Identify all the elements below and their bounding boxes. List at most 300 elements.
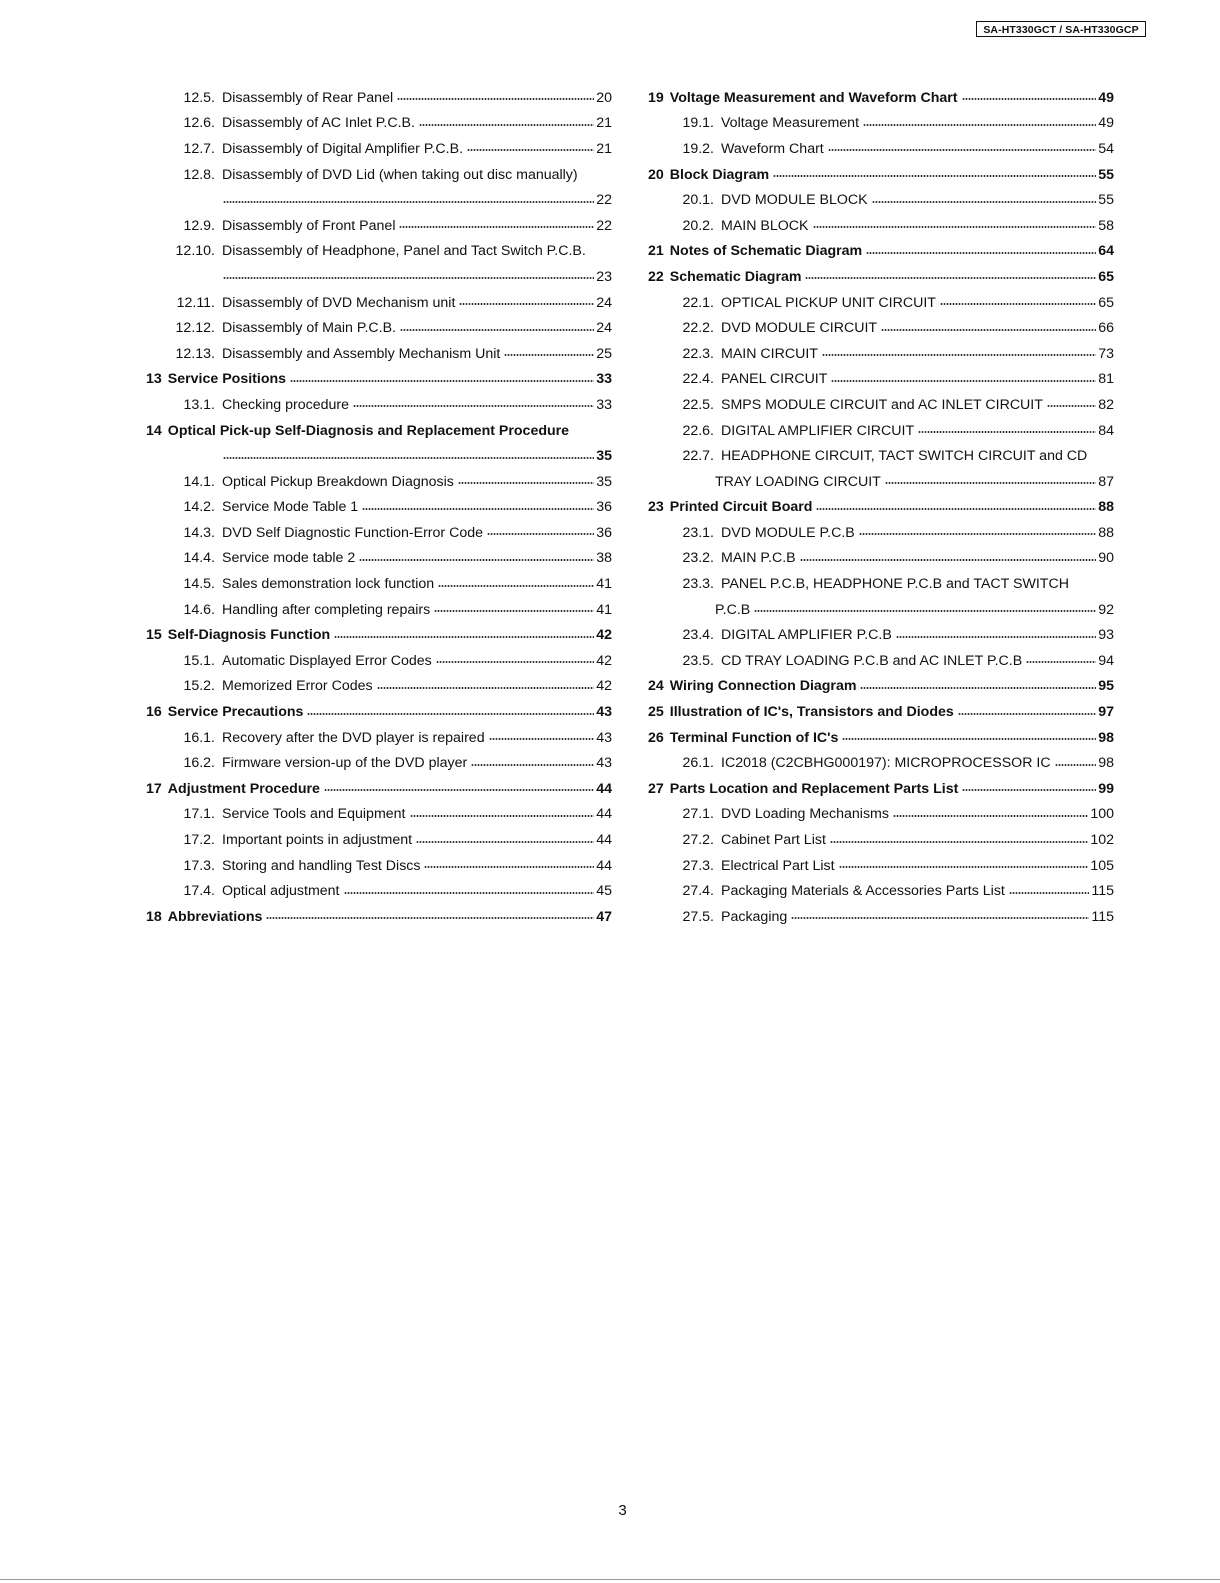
- toc-entry-title: MAIN P.C.B: [721, 550, 796, 567]
- dot-leader: [223, 277, 594, 279]
- toc-entry-number: 27.3.: [682, 857, 714, 874]
- toc-entry-title: MAIN CIRCUIT: [721, 345, 818, 362]
- toc-entry[interactable]: [146, 418, 612, 444]
- toc-entry[interactable]: [648, 443, 1114, 469]
- toc-entry-number: 14.6.: [183, 601, 215, 618]
- dot-leader: [863, 124, 1096, 126]
- toc-entry-page: 25: [596, 345, 612, 362]
- toc-entry[interactable]: [648, 853, 1114, 879]
- toc-entry-number: 12.13.: [175, 345, 215, 362]
- toc-entry-number: 12.5.: [183, 89, 215, 106]
- dot-leader: [816, 508, 1096, 510]
- toc-entry-title: Disassembly of AC Inlet P.C.B.: [222, 115, 415, 132]
- toc-entry-title: PANEL CIRCUIT: [721, 371, 828, 388]
- toc-entry-number: 22: [648, 268, 664, 285]
- toc-entry-title: DIGITAL AMPLIFIER CIRCUIT: [721, 422, 915, 439]
- dot-leader: [459, 303, 594, 305]
- toc-entry[interactable]: [146, 853, 612, 879]
- toc-entry[interactable]: [648, 213, 1114, 239]
- toc-entry[interactable]: [648, 392, 1114, 418]
- toc-entry-page: 24: [596, 320, 612, 337]
- dot-leader: [344, 892, 595, 894]
- dot-leader: [828, 149, 1096, 151]
- dot-leader: [813, 226, 1097, 228]
- dot-leader: [859, 533, 1096, 535]
- toc-entry-title: Disassembly of Rear Panel: [222, 89, 394, 106]
- toc-entry[interactable]: [648, 187, 1114, 213]
- toc-entry-title: Packaging Materials & Accessories Parts List: [721, 883, 1005, 900]
- toc-entry[interactable]: [146, 85, 612, 111]
- toc-entry-title: Automatic Displayed Error Codes: [222, 652, 432, 669]
- toc-entry[interactable]: [648, 418, 1114, 444]
- toc-entry-page: 42: [596, 627, 612, 644]
- toc-entry[interactable]: [648, 699, 1114, 725]
- toc-entry-title: HEADPHONE CIRCUIT, TACT SWITCH CIRCUIT and CD: [721, 448, 1088, 465]
- toc-entry-number: 24: [648, 678, 664, 695]
- toc-entry-title: Abbreviations: [167, 908, 263, 925]
- toc-entry-number: 22.6.: [682, 422, 714, 439]
- toc-entry[interactable]: [146, 213, 612, 239]
- toc-entry-title: Memorized Error Codes: [222, 678, 373, 695]
- toc-entry-title: Schematic Diagram: [669, 268, 802, 285]
- toc-entry-page: 45: [596, 883, 612, 900]
- dot-leader: [377, 687, 595, 689]
- toc-entry-number: 27.4.: [682, 883, 714, 900]
- toc-entry-title: Storing and handling Test Discs: [222, 857, 421, 874]
- toc-entry-number: 22.7.: [682, 448, 714, 465]
- dot-leader: [962, 789, 1096, 791]
- toc-entry-page: 42: [596, 678, 612, 695]
- toc-entry-page: 42: [596, 652, 612, 669]
- toc-entry[interactable]: [146, 443, 612, 469]
- toc-entry[interactable]: [648, 495, 1114, 521]
- dot-leader: [353, 405, 594, 407]
- toc-entry-number: 12.6.: [183, 115, 215, 132]
- toc-entry-page: 35: [596, 448, 612, 465]
- toc-entry-page: 81: [1098, 371, 1114, 388]
- toc-entry[interactable]: [146, 674, 612, 700]
- dot-leader: [416, 841, 594, 843]
- toc-entry-number: 23.5.: [682, 652, 714, 669]
- dot-leader: [805, 277, 1096, 279]
- toc-entry-title: Service mode table 2: [222, 550, 356, 567]
- toc-entry[interactable]: [648, 802, 1114, 828]
- toc-entry[interactable]: [648, 571, 1114, 597]
- dot-leader: [223, 457, 594, 459]
- dot-leader: [918, 431, 1096, 433]
- toc-entry-page: 115: [1091, 883, 1114, 900]
- toc-entry-page: 84: [1098, 422, 1114, 439]
- toc-entry-title: Voltage Measurement: [721, 115, 860, 132]
- toc-entry-title: Recovery after the DVD player is repaired: [222, 729, 485, 746]
- toc-entry-page: 98: [1098, 729, 1114, 746]
- toc-entry-page: 98: [1098, 755, 1114, 772]
- toc-right-column: [648, 85, 1114, 930]
- toc-entry-title: IC2018 (C2CBHG000197): MICROPROCESSOR IC: [721, 755, 1051, 772]
- toc-entry-number: 15.2.: [183, 678, 215, 695]
- toc-entry-page: 43: [596, 729, 612, 746]
- toc-entry-page: 44: [596, 832, 612, 849]
- toc-entry-page: 44: [596, 806, 612, 823]
- toc-entry[interactable]: [648, 367, 1114, 393]
- toc-entry-number: 12.10.: [175, 243, 215, 260]
- toc-entry[interactable]: [648, 341, 1114, 367]
- toc-entry-number: 22.2.: [682, 320, 714, 337]
- toc-entry-title: Sales demonstration lock function: [222, 576, 435, 593]
- toc-entry[interactable]: [648, 264, 1114, 290]
- toc-entry-page: 49: [1098, 89, 1114, 106]
- toc-entry[interactable]: [648, 597, 1114, 623]
- toc-entry-number: 14.5.: [183, 576, 215, 593]
- toc-entry-title: Service Positions: [167, 371, 287, 388]
- dot-leader: [504, 354, 594, 356]
- toc-entry-number: 23.4.: [682, 627, 714, 644]
- dot-leader: [839, 866, 1089, 868]
- toc-entry-number: 15: [146, 627, 162, 644]
- toc-entry-title: DVD Loading Mechanisms: [721, 806, 889, 823]
- dot-leader: [307, 713, 594, 715]
- toc-entry-number: 22.5.: [682, 396, 714, 413]
- toc-entry-number: 17: [146, 780, 162, 797]
- dot-leader: [487, 533, 594, 535]
- toc-entry-page: 65: [1098, 294, 1114, 311]
- toc-entry[interactable]: [648, 136, 1114, 162]
- toc-entry[interactable]: [146, 597, 612, 623]
- toc-entry[interactable]: [648, 111, 1114, 137]
- toc-entry-number: 12.11.: [176, 294, 215, 311]
- toc-entry[interactable]: [648, 776, 1114, 802]
- toc-entry[interactable]: [146, 725, 612, 751]
- toc-entry-page: 21: [596, 140, 612, 157]
- toc-entry-title: Electrical Part List: [721, 857, 835, 874]
- toc-entry-number: 16.1.: [183, 729, 215, 746]
- toc-entry-page: 99: [1098, 780, 1114, 797]
- toc-entry-page: 36: [596, 499, 612, 516]
- dot-leader: [896, 636, 1096, 638]
- toc-entry-number: 26.1.: [682, 755, 714, 772]
- dot-leader: [489, 738, 595, 740]
- dot-leader: [866, 252, 1096, 254]
- toc-entry-title: Adjustment Procedure: [167, 780, 320, 797]
- dot-leader: [436, 661, 594, 663]
- toc-entry-page: 55: [1098, 166, 1114, 183]
- dot-leader: [860, 687, 1096, 689]
- toc-entry[interactable]: [146, 878, 612, 904]
- toc-entry-number: 22.4.: [682, 371, 714, 388]
- toc-entry-page: 23: [596, 268, 612, 285]
- toc-entry[interactable]: [146, 827, 612, 853]
- toc-entry-title: OPTICAL PICKUP UNIT CIRCUIT: [721, 294, 936, 311]
- toc-entry-title: Cabinet Part List: [721, 832, 826, 849]
- toc-entry[interactable]: [648, 725, 1114, 751]
- toc-entry-number: 14: [146, 422, 162, 439]
- toc-entry-page: 54: [1098, 140, 1114, 157]
- toc-entry-page: 66: [1098, 320, 1114, 337]
- toc-entry-number: 19: [648, 89, 664, 106]
- dot-leader: [419, 124, 594, 126]
- toc-entry-title: Important points in adjustment: [222, 832, 413, 849]
- toc-entry-title: Disassembly of DVD Mechanism unit: [222, 294, 456, 311]
- toc-entry-page: 94: [1098, 652, 1114, 669]
- toc-entry-title: Parts Location and Replacement Parts List: [669, 780, 959, 797]
- dot-leader: [290, 380, 594, 382]
- toc-entry[interactable]: [146, 136, 612, 162]
- bottom-divider: [0, 1579, 1220, 1580]
- toc-entry-number: 20.2.: [682, 217, 714, 234]
- toc-entry-number: 27.2.: [682, 832, 714, 849]
- dot-leader: [400, 329, 594, 331]
- toc-entry[interactable]: [648, 239, 1114, 265]
- toc-entry[interactable]: [648, 290, 1114, 316]
- toc-entry-page: 24: [596, 294, 612, 311]
- dot-leader: [754, 610, 1096, 612]
- toc-entry-title: DVD MODULE CIRCUIT: [721, 320, 878, 337]
- toc-entry[interactable]: [146, 776, 612, 802]
- toc-entry[interactable]: [648, 648, 1114, 674]
- toc-entry-number: 23: [648, 499, 664, 516]
- toc-entry-number: 14.2.: [183, 499, 215, 516]
- dot-leader: [362, 508, 594, 510]
- toc-entry[interactable]: [146, 571, 612, 597]
- toc-entry[interactable]: [146, 341, 612, 367]
- toc-entry-page: 82: [1098, 396, 1114, 413]
- toc-entry-number: 17.4.: [183, 883, 215, 900]
- toc-entry-page: 88: [1098, 499, 1114, 516]
- toc-entry-title: DVD Self Diagnostic Function-Error Code: [222, 524, 483, 541]
- toc-entry-number: 20: [648, 166, 664, 183]
- toc-entry[interactable]: [146, 392, 612, 418]
- dot-leader: [397, 98, 594, 100]
- dot-leader: [359, 559, 594, 561]
- dot-leader: [424, 866, 594, 868]
- toc-entry-number: 17.3.: [183, 857, 215, 874]
- toc-entry-number: 27.1.: [682, 806, 714, 823]
- dot-leader: [830, 841, 1088, 843]
- dot-leader: [822, 354, 1096, 356]
- dot-leader: [1055, 764, 1097, 766]
- toc-entry-page: 44: [596, 857, 612, 874]
- toc-entry-page: 49: [1098, 115, 1114, 132]
- toc-entry-number: 17.2.: [183, 832, 215, 849]
- dot-leader: [893, 815, 1088, 817]
- toc-entry[interactable]: [146, 111, 612, 137]
- toc-entry-page: 90: [1098, 550, 1114, 567]
- toc-entry-number: 23.3.: [682, 576, 714, 593]
- toc-entry-page: 88: [1098, 524, 1114, 541]
- toc-entry[interactable]: [648, 315, 1114, 341]
- toc-entry[interactable]: [648, 162, 1114, 188]
- toc-entry[interactable]: [146, 520, 612, 546]
- toc-entry[interactable]: [146, 546, 612, 572]
- dot-leader: [471, 764, 594, 766]
- toc-entry[interactable]: [648, 750, 1114, 776]
- toc-entry-number: 27.5.: [682, 908, 714, 925]
- toc-entry-title: DVD MODULE P.C.B: [721, 524, 855, 541]
- dot-leader: [438, 585, 594, 587]
- toc-entry-page: 55: [1098, 192, 1114, 209]
- toc-entry-page: 87: [1098, 473, 1114, 490]
- toc-entry-page: 43: [596, 704, 612, 721]
- toc-entry-title: MAIN BLOCK: [721, 217, 809, 234]
- toc-entry-number: 27: [648, 780, 664, 797]
- dot-leader: [266, 917, 594, 919]
- dot-leader: [1009, 892, 1090, 894]
- toc-entry-title: Disassembly of DVD Lid (when taking out disc manually): [222, 166, 578, 183]
- toc-entry[interactable]: [648, 546, 1114, 572]
- toc-entry-page: 47: [596, 908, 612, 925]
- dot-leader: [881, 329, 1096, 331]
- toc-entry-number: 23.1.: [682, 524, 714, 541]
- page-number: 3: [618, 1502, 627, 1519]
- toc-entry-title: Handling after completing repairs: [222, 601, 431, 618]
- toc-entry-page: 22: [596, 217, 612, 234]
- dot-leader: [791, 917, 1089, 919]
- toc-entry-title: Wiring Connection Diagram: [669, 678, 857, 695]
- toc-entry-page: 100: [1090, 806, 1114, 823]
- toc-entry-page: 64: [1098, 243, 1114, 260]
- toc-entry-page: 36: [596, 524, 612, 541]
- toc-entry-number: 22.1.: [682, 294, 714, 311]
- dot-leader: [1047, 405, 1096, 407]
- toc-entry-title: Printed Circuit Board: [669, 499, 813, 516]
- toc-entry-number: 25: [648, 704, 664, 721]
- toc-entry[interactable]: [648, 520, 1114, 546]
- toc-entry-page: 105: [1090, 857, 1114, 874]
- toc-entry-title: DVD MODULE BLOCK: [721, 192, 868, 209]
- toc-entry-number: 17.1.: [183, 806, 215, 823]
- toc-entry-page: 115: [1091, 908, 1114, 925]
- toc-left-column: [146, 85, 612, 930]
- toc-entry[interactable]: [648, 827, 1114, 853]
- toc-entry[interactable]: [146, 622, 612, 648]
- toc-entry-title: Service Tools and Equipment: [222, 806, 406, 823]
- toc-entry[interactable]: [146, 699, 612, 725]
- toc-entry-number: 20.1.: [682, 192, 714, 209]
- toc-entry-number: 12.9.: [183, 217, 215, 234]
- toc-entry-number: 21: [648, 243, 664, 260]
- toc-entry[interactable]: [146, 290, 612, 316]
- toc-entry[interactable]: [146, 239, 612, 265]
- toc-entry-page: 22: [596, 192, 612, 209]
- toc-entry[interactable]: [146, 367, 612, 393]
- toc-entry-title: Optical Pick-up Self-Diagnosis and Replacement Procedure: [167, 422, 570, 439]
- toc-entry[interactable]: [146, 495, 612, 521]
- dot-leader: [842, 738, 1096, 740]
- toc-entry-number: 18: [146, 908, 162, 925]
- dot-leader: [831, 380, 1096, 382]
- toc-entry-number: 15.1.: [183, 652, 215, 669]
- toc-entry-title: Disassembly of Front Panel: [222, 217, 396, 234]
- toc-entry-title: Self-Diagnosis Function: [167, 627, 331, 644]
- toc-entry-title: Disassembly of Headphone, Panel and Tact Switch P.C.B.: [222, 243, 586, 260]
- toc-entry[interactable]: [146, 750, 612, 776]
- toc-entry-title: Optical adjustment: [222, 883, 340, 900]
- toc-entry-title: Disassembly and Assembly Mechanism Unit: [222, 345, 501, 362]
- toc-entry-title: Firmware version-up of the DVD player: [222, 755, 468, 772]
- dot-leader: [1026, 661, 1096, 663]
- toc-entry-page: 65: [1098, 268, 1114, 285]
- dot-leader: [399, 226, 594, 228]
- toc-entry-number: 22.3.: [682, 345, 714, 362]
- toc-entry-page: 93: [1098, 627, 1114, 644]
- toc-entry[interactable]: [146, 802, 612, 828]
- dot-leader: [800, 559, 1097, 561]
- toc-entry-title: Illustration of IC's, Transistors and Diodes: [669, 704, 954, 721]
- toc-entry-page: 41: [596, 601, 612, 618]
- toc-entry-title: Checking procedure: [222, 396, 349, 413]
- dot-leader: [467, 149, 594, 151]
- toc-entry-title: Block Diagram: [669, 166, 770, 183]
- dot-leader: [458, 482, 594, 484]
- toc-entry-title: Disassembly of Digital Amplifier P.C.B.: [222, 140, 464, 157]
- toc-entry-page: 21: [596, 115, 612, 132]
- toc-entry[interactable]: [648, 674, 1114, 700]
- toc-entry-page: 73: [1098, 345, 1114, 362]
- toc-entry-page: 44: [596, 780, 612, 797]
- dot-leader: [434, 610, 594, 612]
- toc-entry-title: Disassembly of Main P.C.B.: [222, 320, 396, 337]
- toc-entry-number: 12.7.: [183, 140, 215, 157]
- dot-leader: [773, 175, 1096, 177]
- toc-entry[interactable]: [648, 469, 1114, 495]
- toc-entry-title: Waveform Chart: [721, 140, 824, 157]
- dot-leader: [940, 303, 1096, 305]
- toc-entry-number: 14.3.: [183, 524, 215, 541]
- dot-leader: [962, 98, 1097, 100]
- toc-entry-page: 43: [596, 755, 612, 772]
- toc-entry-page: 33: [596, 396, 612, 413]
- toc-entry-number: 12.12.: [175, 320, 215, 337]
- toc-entry-title: CD TRAY LOADING P.C.B and AC INLET P.C.B: [721, 652, 1023, 669]
- toc-entry-number: 16.2.: [183, 755, 215, 772]
- toc-entry[interactable]: [146, 162, 612, 188]
- toc-entry-number: 13.1.: [183, 396, 215, 413]
- toc-entry-title: Optical Pickup Breakdown Diagnosis: [222, 473, 454, 490]
- toc-entry[interactable]: [146, 264, 612, 290]
- dot-leader: [958, 713, 1096, 715]
- toc-entry-title: Voltage Measurement and Waveform Chart: [669, 89, 958, 106]
- toc-entry-page: 95: [1098, 678, 1114, 695]
- toc-entry-number: 12.8.: [183, 166, 215, 183]
- dot-leader: [872, 201, 1097, 203]
- toc-entry[interactable]: [146, 469, 612, 495]
- toc-entry-title: SMPS MODULE CIRCUIT and AC INLET CIRCUIT: [721, 396, 1043, 413]
- toc-entry-number: 23.2.: [682, 550, 714, 567]
- toc-entry-title: PANEL P.C.B, HEADPHONE P.C.B and TACT SWITCH: [721, 576, 1069, 593]
- toc-entry[interactable]: [146, 187, 612, 213]
- toc-entry-title: P.C.B: [715, 601, 751, 618]
- toc-entry-title: TRAY LOADING CIRCUIT: [715, 473, 881, 490]
- toc-entry[interactable]: [146, 315, 612, 341]
- toc-entry-page: 102: [1090, 832, 1114, 849]
- toc-entry-page: 38: [596, 550, 612, 567]
- toc-entry-number: 19.1.: [682, 115, 714, 132]
- toc-entry[interactable]: [648, 904, 1114, 930]
- dot-leader: [410, 815, 595, 817]
- toc-entry[interactable]: [648, 878, 1114, 904]
- toc-entry-title: Notes of Schematic Diagram: [669, 243, 863, 260]
- toc-entry-title: Service Mode Table 1: [222, 499, 359, 516]
- toc-entry-title: DIGITAL AMPLIFIER P.C.B: [721, 627, 892, 644]
- toc-entry[interactable]: [648, 85, 1114, 111]
- toc-entry[interactable]: [146, 648, 612, 674]
- toc-entry-title: Terminal Function of IC's: [669, 729, 839, 746]
- dot-leader: [885, 482, 1096, 484]
- toc-entry[interactable]: [146, 904, 612, 930]
- toc-entry-number: 14.4.: [183, 550, 215, 567]
- toc-entry[interactable]: [648, 622, 1114, 648]
- toc-entry-page: 97: [1098, 704, 1114, 721]
